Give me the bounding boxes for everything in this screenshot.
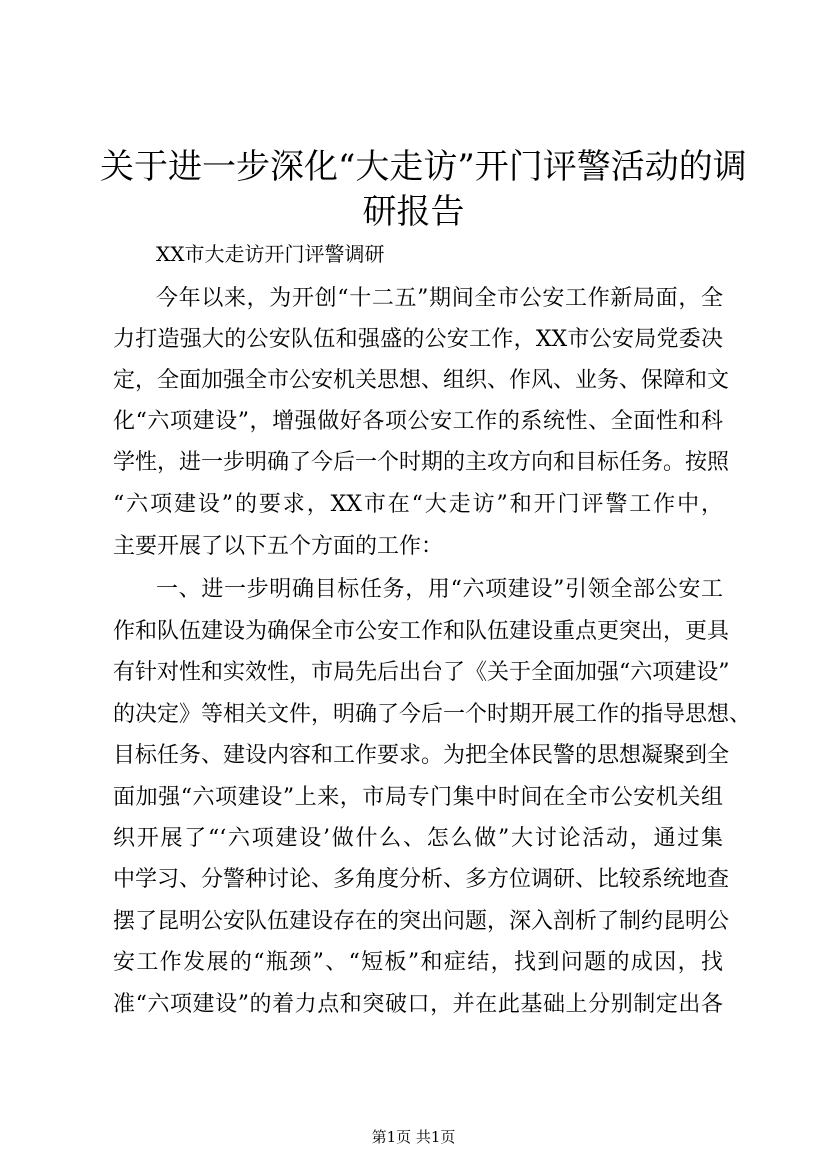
paragraph-2-line: 有针对性和实效性，市局先后出台了《关于全面加强“六项建设” <box>113 660 730 685</box>
document-title-line-1: 关于进一步深化“大走访”开门评警活动的调 <box>100 147 747 187</box>
paragraph-2-line: 中学习、分警种讨论、多角度分析、多方位调研、比较系统地查 <box>113 867 730 892</box>
paragraph-2-line: 作和队伍建设为确保全市公安工作和队伍建设重点更突出，更具 <box>113 619 730 644</box>
paragraph-2-line: 的决定》等相关文件，明确了今后一个时期开展工作的指导思想、 <box>113 702 752 727</box>
paragraph-2-line: 织开展了“‘六项建设’做什么、怎么做”大讨论活动，通过集 <box>113 826 723 851</box>
paragraph-1-line: 力打造强大的公安队伍和强盛的公安工作，XX市公安局党委决 <box>113 327 723 352</box>
paragraph-1-line: “六项建设”的要求，XX市在“大走访”和开门评警工作中， <box>113 492 723 517</box>
document-title-line-2: 研报告 <box>362 192 465 232</box>
paragraph-2-line: 安工作发展的“瓶颈”、“短板”和症结，找到问题的成因，找 <box>113 950 723 975</box>
paragraph-1-line: 学性，进一步明确了今后一个时期的主攻方向和目标任务。按照 <box>113 450 730 475</box>
paragraph-2-line: 面加强“六项建设”上来，市局专门集中时间在全市公安机关组 <box>113 785 723 810</box>
paragraph-2-line: 一、进一步明确目标任务，用“六项建设”引领全部公安工 <box>156 577 723 602</box>
paragraph-1-line: 定，全面加强全市公安机关思想、组织、作风、业务、保障和文 <box>113 368 730 393</box>
paragraph-2-line: 准“六项建设”的着力点和突破口，并在此基础上分别制定出各 <box>113 992 723 1017</box>
paragraph-1-line: 今年以来，为开创“十二五”期间全市公安工作新局面，全 <box>156 286 723 311</box>
page-footer: 第1页 共1页 <box>371 1128 456 1146</box>
paragraph-1-line: 化“六项建设”，增强做好各项公安工作的系统性、全面性和科 <box>113 409 723 434</box>
paragraph-1-line: 主要开展了以下五个方面的工作： <box>113 534 444 559</box>
paragraph-2-line: 摆了昆明公安队伍建设存在的突出问题，深入剖析了制约昆明公 <box>113 909 730 934</box>
paragraph-2-line: 目标任务、建设内容和工作要求。为把全体民警的思想凝聚到全 <box>113 743 730 768</box>
document-subtitle: XX市大走访开门评警调研 <box>156 242 385 266</box>
